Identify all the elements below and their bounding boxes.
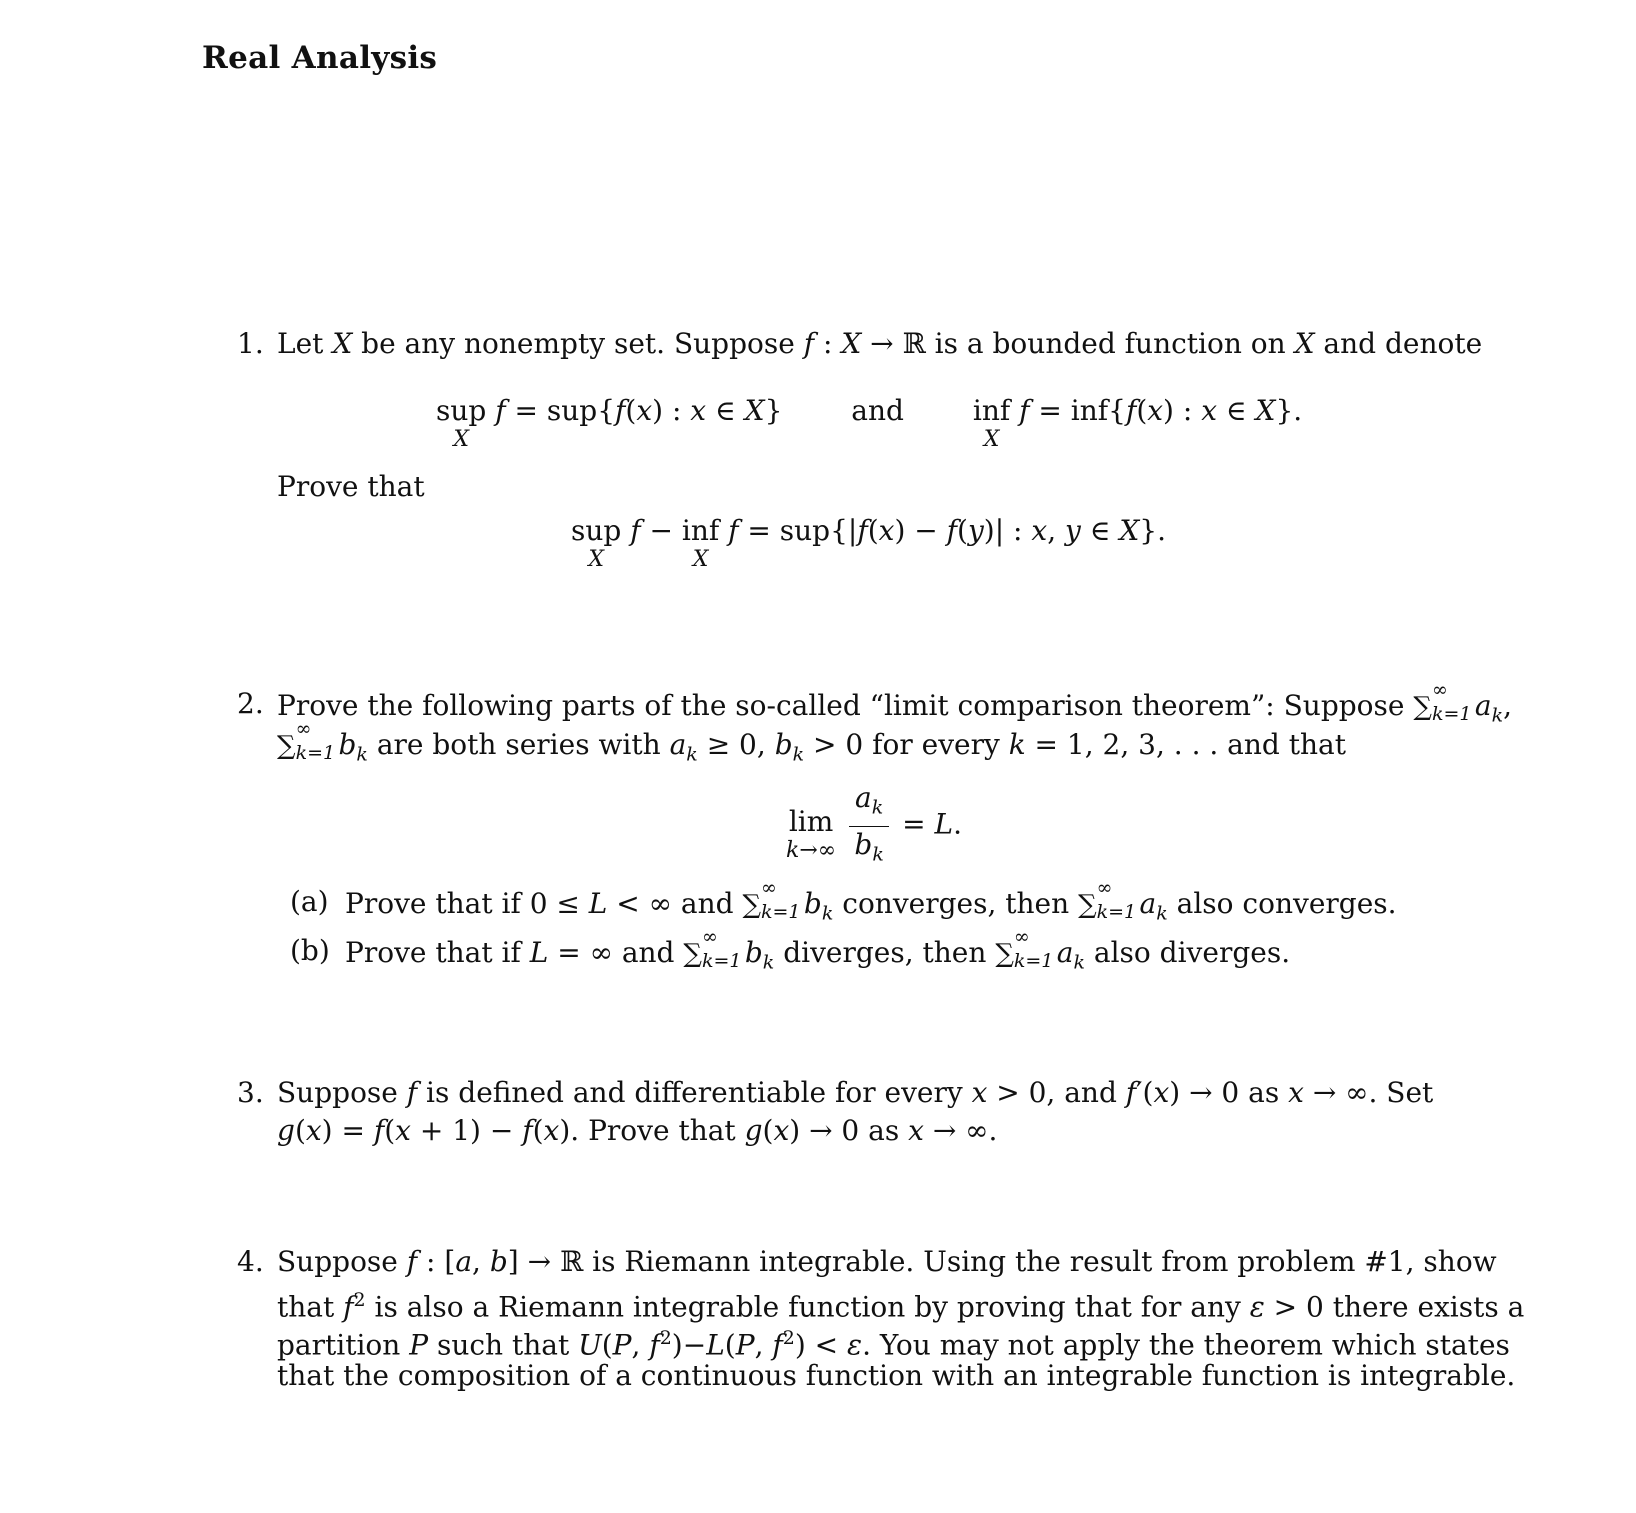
lim-subscript: k→∞ <box>786 838 837 864</box>
problem-3-line-1: Suppose f is defined and differentiable for every x > 0, and f′(x) → 0 as x → ∞. Set <box>277 1076 1434 1109</box>
lim-text: lim <box>788 805 834 839</box>
part-a-text: Prove that if 0 ≤ L < ∞ and ∑ ∞ k=1 $b_k$ converges, then ∑ ∞ k=1 $a_k$ also converges. <box>345 883 1397 933</box>
sum-upper: ∞ <box>761 877 777 899</box>
problem-1-intro: Let X be any nonempty set. Suppose f : X → ℝ is a bounded function on X and denote <box>277 327 1483 360</box>
fraction-numerator: $a_k$ <box>849 780 889 827</box>
inf-operator: inf X <box>681 514 720 572</box>
display-sup-inf-definitions: sup X f = sup{f(x) : x ∈ X} and inf X f = inf{f(x) : x ∈ X}. <box>436 394 1303 452</box>
part-label: (b) <box>290 934 330 967</box>
problem-number: 2. <box>237 687 264 720</box>
sum-upper: ∞ <box>701 926 718 948</box>
inf-subscript: X <box>983 427 1000 452</box>
sum-upper: ∞ <box>1013 926 1030 948</box>
part-label: (a) <box>290 885 329 918</box>
prove-that-label: Prove that <box>277 470 425 503</box>
sum-lower: k=1 <box>1096 901 1137 923</box>
sum-lower: k=1 <box>701 950 742 972</box>
inf-subscript: X <box>692 547 709 572</box>
sum-upper: ∞ <box>1096 877 1113 899</box>
sup-operator: sup X <box>571 514 622 572</box>
sum-lower: k=1 <box>295 742 336 764</box>
problem-4-line-4: that the composition of a continuous function with an integrable function is integrable. <box>277 1359 1516 1392</box>
sum-lower: k=1 <box>1431 703 1472 725</box>
sup-subscript: X <box>588 547 604 572</box>
display-and: and <box>851 394 904 427</box>
sum-lower: k=1 <box>761 901 801 923</box>
problem-number: 3. <box>237 1076 264 1109</box>
part-b-text: Prove that if L = ∞ and ∑ ∞ k=1 $b_k$ diverges, then ∑ ∞ k=1 $a_k$ also diverges. <box>345 932 1290 982</box>
problem-4-line-2: that $f^2$ is also a Riemann integrable function by proving that for any ε > 0 there exists a <box>277 1289 1525 1324</box>
problem-number: 1. <box>237 327 264 360</box>
sum-upper: ∞ <box>1431 679 1448 701</box>
sup-operator: sup X <box>436 394 487 452</box>
display-limit-ratio <box>786 780 962 872</box>
problem-2-line-1: Prove the following parts of the so-called “limit comparison theorem”: Suppose ∑ ∞ k=1 $a_k$, <box>277 685 1512 735</box>
inf-operator: inf X <box>972 394 1011 452</box>
problem-4-line-1: Suppose f : [a, b] → ℝ is Riemann integrable. Using the result from problem #1, show <box>277 1245 1497 1278</box>
problem-3-line-2: g(x) = f(x + 1) − f(x). Prove that g(x) → 0 as x → ∞. <box>277 1114 998 1147</box>
sup-subscript: X <box>453 427 469 452</box>
sum-lower: k=1 <box>1013 950 1054 972</box>
sum-upper: ∞ <box>295 718 312 740</box>
lim-operator <box>786 803 836 863</box>
limit-rhs: = L. <box>902 807 962 841</box>
page-title: Real Analysis <box>202 40 438 76</box>
problem-number: 4. <box>237 1245 264 1278</box>
display-oscillation: sup X f − inf X f = sup{|f(x) − f(y)| : x, y ∈ X}. <box>571 514 1167 572</box>
problem-2-line-2: ∑ ∞ k=1 $b_k$ are both series with $a_k \ge 0$, $b_k > 0$ for every k = 1, 2, 3, . . . and that <box>277 724 1346 774</box>
problem-4-line-3: partition P such that U(P, $f^2)-L(P$, $f^2) < \varepsilon$. You may not apply the theorem which states <box>277 1327 1510 1362</box>
ratio-fraction <box>849 780 889 872</box>
fraction-denominator: $b_k$ <box>854 827 884 866</box>
